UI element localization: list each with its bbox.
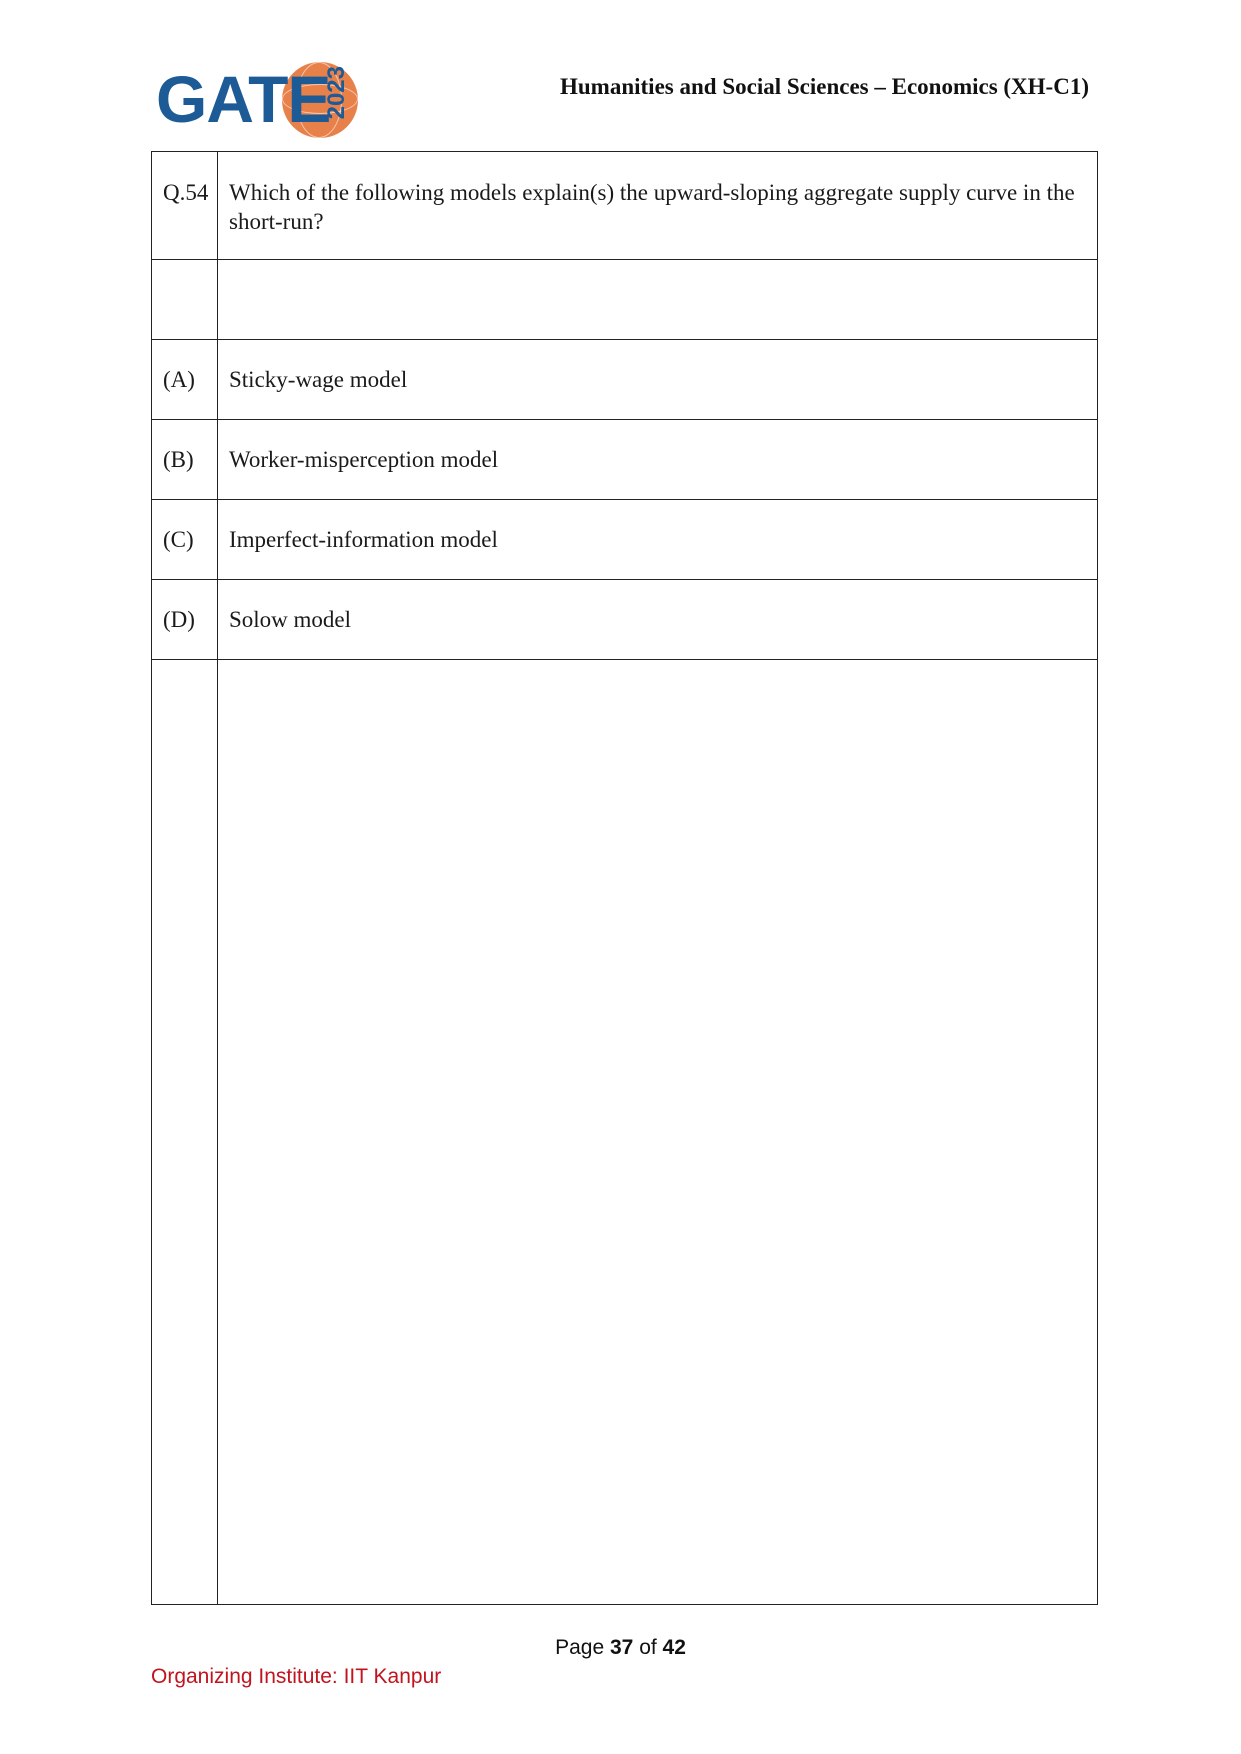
option-text: Imperfect-information model (218, 500, 1098, 580)
page-total: 42 (662, 1636, 686, 1659)
question-row (152, 152, 1098, 260)
page-current: 37 (609, 1636, 634, 1659)
page-number (0, 1636, 1241, 1660)
organizing-institute: Organizing Institute: IIT Kanpur (151, 1665, 442, 1688)
blank-row (152, 660, 1098, 1605)
question-number: Q.54 (152, 152, 218, 260)
spacer-row (152, 260, 1098, 340)
logo-text: GATE (156, 62, 331, 136)
option-label: (D) (152, 580, 218, 660)
question-table (151, 151, 1098, 1605)
question-text: Which of the following models explain(s) the upward-sloping aggregate supply curve in the short-run? (218, 152, 1098, 260)
option-row-b (152, 420, 1098, 500)
option-label: (C) (152, 500, 218, 580)
option-row-a (152, 340, 1098, 420)
option-row-c (152, 500, 1098, 580)
page-of: of (639, 1636, 657, 1659)
option-text: Sticky-wage model (218, 340, 1098, 420)
option-label: (B) (152, 420, 218, 500)
option-row-d (152, 580, 1098, 660)
logo-year: 2023 (323, 66, 350, 120)
option-text: Worker-misperception model (218, 420, 1098, 500)
gate-logo (156, 60, 356, 138)
option-text: Solow model (218, 580, 1098, 660)
page-prefix: Page (555, 1636, 605, 1659)
option-label: (A) (152, 340, 218, 420)
page-header-title: Humanities and Social Sciences – Economics (XH-C1) (560, 74, 1089, 99)
